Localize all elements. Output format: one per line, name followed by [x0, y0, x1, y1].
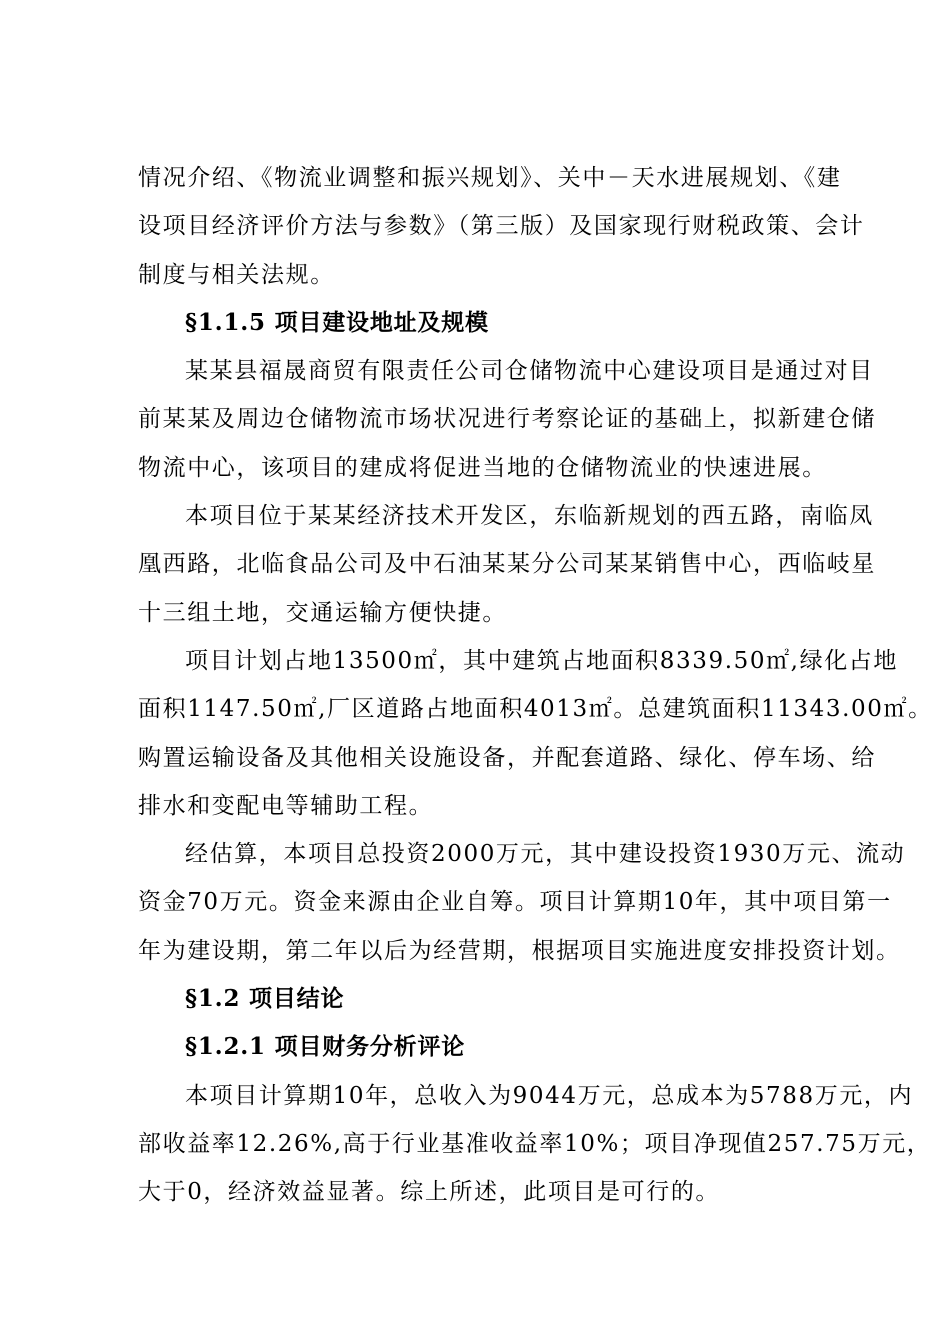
text-line: 本项目计算期10年，总收入为9044万元，总成本为5788万元，内: [185, 1082, 914, 1109]
text-line: 设项目经济评价方法与参数》（第三版）及国家现行财税政策、会计: [138, 213, 865, 240]
text-line: 排水和变配电等辅助工程。: [138, 792, 434, 819]
text-line: 年为建设期，第二年以后为经营期，根据项目实施进度安排投资计划。: [138, 937, 901, 964]
text-line: 某某县福晟商贸有限责任公司仓储物流中心建设项目是通过对目: [185, 358, 874, 385]
text-line: 十三组土地，交通运输方便快捷。: [138, 599, 507, 626]
section-heading: §1.1.5 项目建设地址及规模: [185, 308, 489, 336]
text-line: 部收益率12.26%,高于行业基准收益率10%；项目净现值257.75万元，: [138, 1130, 932, 1157]
text-line: 前某某及周边仓储物流市场状况进行考察论证的基础上，拟新建仓储: [138, 406, 876, 433]
text-line: 凰西路，北临食品公司及中石油某某分公司某某销售中心，西临岐星: [138, 551, 876, 578]
text-line: 本项目位于某某经济技术开发区，东临新规划的西五路，南临凤: [185, 503, 874, 530]
section-heading: §1.2 项目结论: [185, 985, 345, 1013]
text-line: 资金70万元。资金来源由企业自筹。项目计算期10年，其中项目第一: [138, 889, 892, 916]
document-body: [138, 154, 933, 1217]
text-line: 面积1147.50㎡,厂区道路占地面积4013㎡。总建筑面积11343.00㎡。: [138, 696, 933, 723]
text-line: 情况介绍、《物流业调整和振兴规划》、关中－天水进展规划、《建: [138, 165, 842, 191]
text-line: 项目计划占地13500㎡，其中建筑占地面积8339.50㎡,绿化占地: [185, 647, 898, 674]
text-line: 大于0，经济效益显著。综上所述，此项目是可行的。: [138, 1179, 721, 1206]
text-line: 经估算，本项目总投资2000万元，其中建设投资1930万元、流动: [185, 841, 906, 868]
section-heading: §1.2.1 项目财务分析评论: [185, 1033, 466, 1061]
text-line: 物流中心，该项目的建成将促进当地的仓储物流业的快速进展。: [138, 454, 827, 481]
text-line: 购置运输设备及其他相关设施设备，并配套道路、绿化、停车场、给: [138, 744, 876, 771]
text-line: 制度与相关法规。: [138, 261, 335, 288]
